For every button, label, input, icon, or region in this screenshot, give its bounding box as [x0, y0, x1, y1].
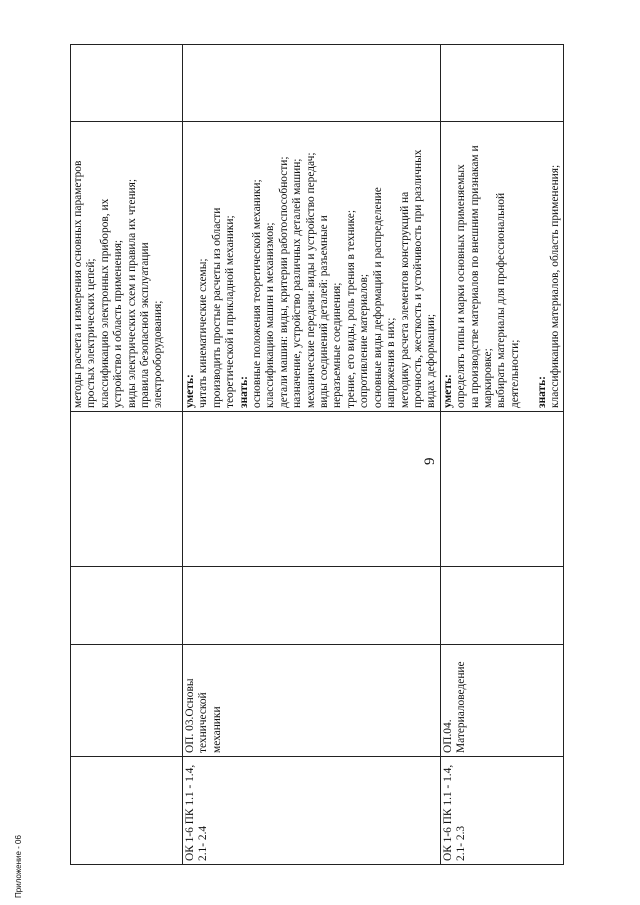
table-row — [440, 45, 564, 865]
discipline-cell — [71, 645, 183, 757]
skills-line: основные положения теоретической механики; — [251, 179, 264, 408]
skills-line: выбирать материалы для профессиональной — [495, 192, 508, 408]
skills-line: классификацию материалов, область применения; — [548, 164, 561, 408]
curriculum-table — [70, 44, 564, 865]
empty-cell — [71, 412, 183, 567]
table-row — [183, 45, 441, 865]
skills-line: электрооборудования; — [152, 300, 165, 408]
skills-line: простых электрических цепей; — [85, 258, 98, 408]
rotated-landscape-content — [70, 45, 560, 865]
skills-line — [522, 125, 535, 408]
skills-line: механические передачи: виды и устройство передач; — [304, 152, 317, 408]
discipline-text: ОП. 03.Основы технической механики — [184, 678, 223, 753]
skills-line: уметь: — [441, 374, 454, 408]
skills-line: назначение, устройство различных деталей машин; — [291, 158, 304, 408]
skills-line: трение, его виды, роль трения в технике; — [344, 210, 357, 408]
skills-line: знать: — [535, 376, 548, 408]
page-number: 9 — [422, 457, 438, 465]
skills-line: прочность, жесткость и устойчивость при различных — [411, 149, 424, 408]
skills-line: маркировке; — [481, 348, 494, 408]
skills-line: классификацию электронных приборов, их — [98, 198, 111, 408]
empty-cell — [183, 567, 441, 645]
competencies-cell — [440, 757, 564, 865]
skills-line: уметь: — [184, 374, 196, 408]
competencies-text: ОК 1-6 ПК 1.1 - 1.4, 2.1- 2.4 — [184, 764, 210, 861]
skills-cell — [183, 122, 441, 412]
skills-line: определять типы и марки основных применяемых — [455, 164, 468, 408]
skills-line: методику расчета элементов конструкций на — [398, 191, 411, 408]
empty-cell — [440, 45, 564, 122]
skills-line: устройство и область применения; — [112, 239, 125, 408]
empty-cell — [440, 412, 564, 567]
discipline-cell — [183, 645, 441, 757]
skills-line: классификацию машин и механизмов; — [264, 222, 277, 408]
empty-cell — [183, 45, 441, 122]
skills-line: основные виды деформаций и распределение — [371, 187, 384, 408]
discipline-cell — [440, 645, 564, 757]
footer-note: Приложение - 06 — [14, 835, 23, 898]
empty-cell — [440, 567, 564, 645]
competencies-cell — [183, 757, 441, 865]
table-row — [71, 45, 183, 865]
skills-line: виды соединений деталей: разъемные и — [318, 215, 331, 408]
skills-cell — [71, 122, 183, 412]
skills-line: виды электрических схем и правила их чтения; — [125, 178, 138, 408]
skills-line: детали машин: виды, критерии работоспособности; — [277, 156, 290, 408]
empty-cell — [71, 45, 183, 122]
skills-line: напряжения в них; — [385, 317, 398, 408]
skills-line: правила безопасной эксплуатации — [139, 242, 152, 408]
empty-cell — [71, 567, 183, 645]
skills-line: читать кинематические схемы; — [197, 258, 210, 408]
skills-line: производить простые расчеты из области — [210, 207, 223, 408]
empty-cell — [183, 412, 441, 567]
skills-line: знать: — [237, 376, 250, 408]
discipline-text: ОП.04. Материаловедение — [441, 661, 468, 753]
skills-line: методы расчета и измерения основных параметров — [72, 160, 84, 408]
skills-cell — [440, 122, 564, 412]
skills-line: неразъемные соединения; — [331, 282, 344, 408]
skills-line: сопротивление материалов; — [358, 273, 371, 408]
skills-line: на производстве материалов по внешним признакам и — [468, 145, 481, 408]
skills-line: теоретической и прикладной механики; — [224, 215, 237, 408]
competencies-text: ОК 1-6 ПК 1.1 - 1.4, 2.1- 2.3 — [441, 764, 468, 861]
skills-line: видах деформации; — [425, 313, 438, 408]
competencies-cell — [71, 757, 183, 865]
skills-line: деятельности; — [508, 339, 521, 408]
